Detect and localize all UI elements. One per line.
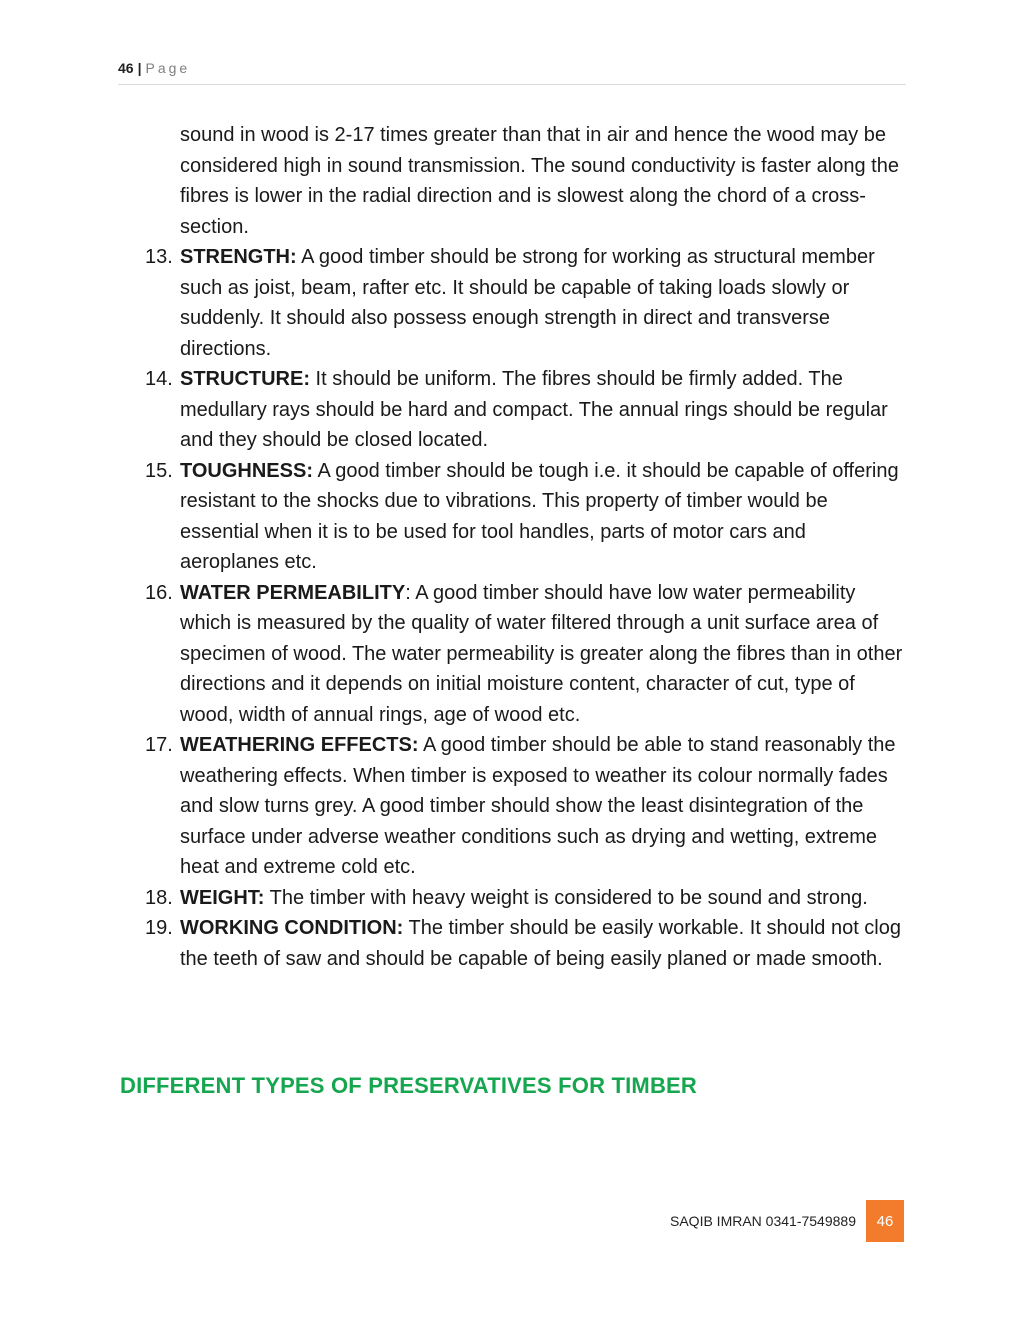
item-number: 18.: [145, 886, 173, 909]
item-text: : A good timber should have low water permeability which is measured by the quality of water filtered through a unit surface area of specimen of wood. The water permeability is greater along the fibres than in other directions and it depends on initial moisture content, character of cut, type of wood, width of annual rings, age of wood etc.: [180, 581, 903, 726]
item-term: STRENGTH:: [180, 246, 297, 268]
list-item: [145, 364, 910, 456]
item-text: It should be uniform. The fibres should be firmly added. The medullary rays should be hard and compact. The annual rings should be regular and they should be closed located.: [180, 368, 888, 451]
item-term: WATER PERMEABILITY: [180, 581, 406, 604]
page-footer: [600, 1200, 904, 1242]
item-term: TOUGHNESS:: [180, 459, 313, 482]
item-number: 15.: [145, 459, 173, 482]
item-term: WORKING CONDITION:: [180, 917, 404, 939]
item-term: WEIGHT:: [180, 886, 265, 909]
item-number: 16.: [145, 581, 173, 604]
property-list: [145, 242, 910, 974]
page-header: [118, 60, 906, 85]
list-item: [145, 578, 910, 731]
continuation-paragraph: sound in wood is 2-17 times greater than that in air and hence the wood may be considered high in sound transmission. The sound conductivity is faster along the fibres is lower in the radial direction and is slowest along the chord of a cross-section.: [180, 124, 899, 238]
header-separator: |: [137, 60, 142, 76]
header-page-word: Page: [145, 60, 191, 76]
item-text: A good timber should be strong for working as structural member such as joist, beam, rafter etc. It should be capable of taking loads slowly or suddenly. It should also possess enough strength in direct and transverse directions.: [180, 246, 875, 360]
header-page-number: 46: [118, 60, 134, 76]
item-number: 13.: [145, 246, 173, 268]
list-item: [145, 456, 910, 578]
list-item: [145, 730, 910, 883]
footer-author: SAQIB IMRAN 0341-7549889: [670, 1213, 856, 1229]
item-text: A good timber should be able to stand reasonably the weathering effects. When timber is exposed to weather its colour normally fades and slow turns grey. A good timber should show the least disintegration of the surface under adverse weather conditions such as drying and wetting, extreme heat and extreme cold etc.: [180, 734, 896, 878]
footer-page-badge: 46: [866, 1200, 904, 1242]
item-term: WEATHERING EFFECTS:: [180, 734, 419, 756]
item-text: A good timber should be tough i.e. it should be capable of offering resistant to the shocks due to vibrations. This property of timber would be essential when it is to be used for tool handles, parts of motor cars and aeroplanes etc.: [180, 459, 899, 573]
item-number: 14.: [145, 368, 173, 390]
list-item: [145, 883, 910, 914]
item-term: STRUCTURE:: [180, 368, 310, 390]
item-text: The timber with heavy weight is considered to be sound and strong.: [264, 886, 868, 909]
section-heading: DIFFERENT TYPES OF PRESERVATIVES FOR TIMBER: [120, 1073, 697, 1098]
item-text: The timber should be easily workable. It should not clog the teeth of saw and should be capable of being easily planed or made smooth.: [180, 917, 901, 970]
list-item: [145, 913, 910, 974]
item-number: 19.: [145, 917, 173, 939]
item-number: 17.: [145, 734, 173, 756]
list-item: [145, 242, 910, 364]
